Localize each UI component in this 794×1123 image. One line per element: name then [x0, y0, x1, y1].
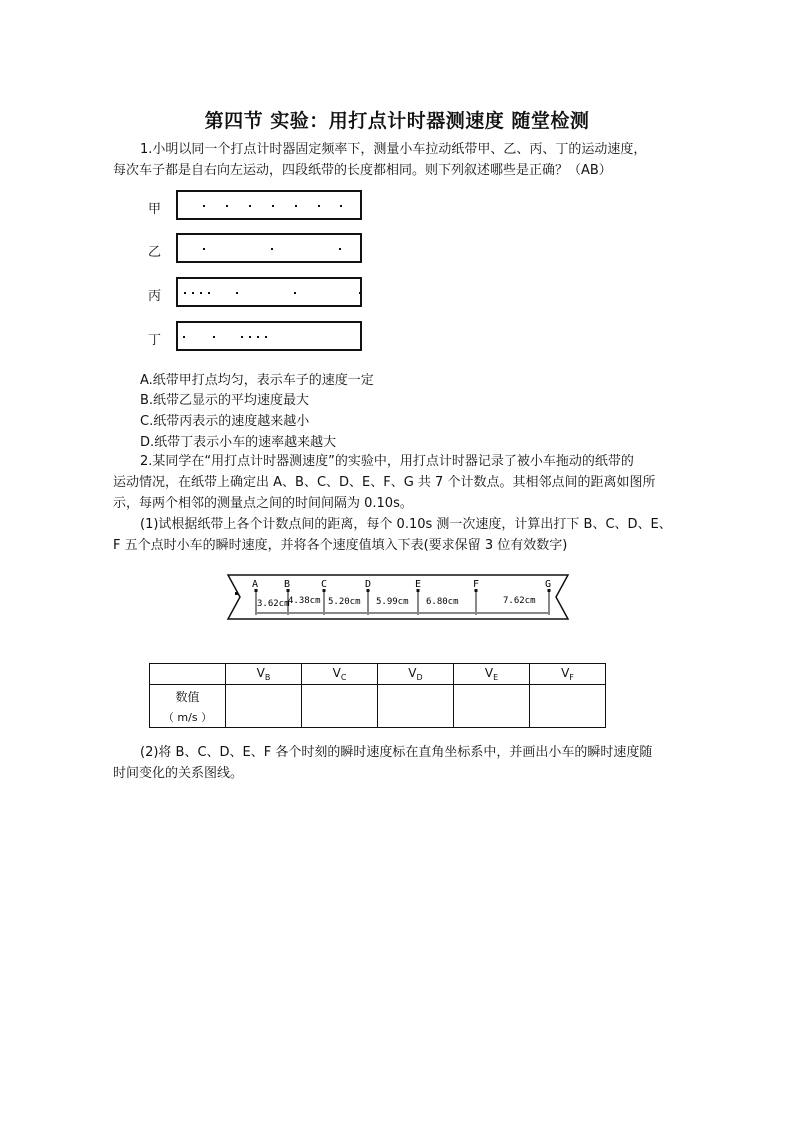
q2-part1-line2: F 五个点时小车的瞬时速度，并将各个速度值填入下表(要求保留 3 位有效数字)	[113, 538, 568, 553]
tape-point-a-label: A	[252, 579, 259, 590]
header-vb: $V_B$	[226, 664, 302, 685]
tape-point-f-label: F	[473, 579, 480, 590]
q2-part1-line1: (1)试根据纸带上各个计数点间的距离，每个 0.10s 测一次速度，计算出打下 B、C、D、E、	[140, 517, 672, 532]
cell-vc-answer[interactable]	[302, 685, 378, 728]
tape-ding	[176, 321, 362, 351]
q2-part1	[113, 514, 683, 556]
tape-label-jia: 甲	[148, 202, 162, 217]
q1-stem	[113, 139, 683, 160]
tape-point-d-label: D	[365, 579, 372, 590]
tape-point-e-label: E	[415, 579, 422, 590]
q2-stem-line1: 2.某同学在“用打点计时器测速度”的实验中，用打点计时器记录了被小车拖动的纸带的	[140, 454, 634, 469]
q2-part2-line2: 时间变化的关系图线。	[113, 766, 244, 781]
q1-stem-line2: 每次车子都是自右向左运动，四段纸带的长度都相同。则下列叙述哪些是正确？（AB）	[113, 163, 612, 178]
q1-stem-line1: 1.小明以同一个打点计时器固定频率下，测量小车拉动纸带甲、乙、丙、丁的运动速度，	[140, 142, 647, 157]
table-corner-cell	[150, 664, 226, 685]
header-vf: $V_F$	[530, 664, 606, 685]
distance-ab: 3.62cm	[257, 599, 290, 609]
cell-vb-answer[interactable]	[226, 685, 302, 728]
cell-vd-answer[interactable]	[378, 685, 454, 728]
velocity-table-header-row	[150, 664, 606, 685]
header-vc: $V_C$	[302, 664, 378, 685]
velocity-table-value-row	[150, 685, 606, 728]
tape-jia	[176, 190, 362, 220]
tape-label-bing: 丙	[148, 289, 162, 304]
tape-label-ding: 丁	[148, 333, 162, 348]
q2-part2	[113, 742, 683, 784]
q2-stem-line2: 运动情况，在纸带上确定出 A、B、C、D、E、F、G 共 7 个计数点。其相邻点间的距离如图所	[113, 475, 656, 490]
velocity-table	[149, 663, 606, 728]
distance-ef: 6.80cm	[426, 597, 459, 607]
q1-option-d: D.纸带丁表示小车的速率越来越大	[140, 435, 337, 450]
tape-bing	[176, 277, 362, 307]
header-ve: $V_E$	[454, 664, 530, 685]
q2-stem-line3: 示，每两个相邻的测量点之间的时间间隔为 0.10s。	[113, 496, 413, 511]
q1-option-a: A.纸带甲打点均匀，表示车子的速度一定	[140, 373, 374, 388]
distance-de: 5.99cm	[376, 597, 409, 607]
tape-point-b-label: B	[284, 579, 291, 590]
paper-tape-figure	[222, 573, 574, 623]
q2-part2-line1: (2)将 B、C、D、E、F 各个时刻的瞬时速度标在直角坐标系中，并画出小车的瞬时速度随	[140, 745, 653, 760]
tape-label-yi: 乙	[148, 245, 162, 260]
distance-cd: 5.20cm	[328, 597, 361, 607]
header-vd: $V_D$	[378, 664, 454, 685]
page-title: 第四节 实验：用打点计时器测速度 随堂检测	[204, 110, 590, 132]
distance-bc: 4.38cm	[288, 596, 321, 606]
tape-point-g-label: G	[545, 579, 552, 590]
row-label-unit: （ m/s ）	[162, 710, 213, 724]
row-label-cell	[150, 685, 226, 728]
q1-stem-cont	[113, 160, 683, 181]
q1-option-b: B.纸带乙显示的平均速度最大	[140, 393, 310, 408]
tape-yi	[176, 233, 362, 263]
distance-fg: 7.62cm	[503, 596, 536, 606]
cell-vf-answer[interactable]	[530, 685, 606, 728]
tape-point-c-label: C	[321, 579, 328, 590]
q2-stem	[113, 451, 683, 514]
tape-start-dot	[235, 592, 238, 595]
row-label-value: 数值	[175, 689, 200, 704]
cell-ve-answer[interactable]	[454, 685, 530, 728]
q1-option-c: C.纸带丙表示的速度越来越小	[140, 414, 310, 429]
